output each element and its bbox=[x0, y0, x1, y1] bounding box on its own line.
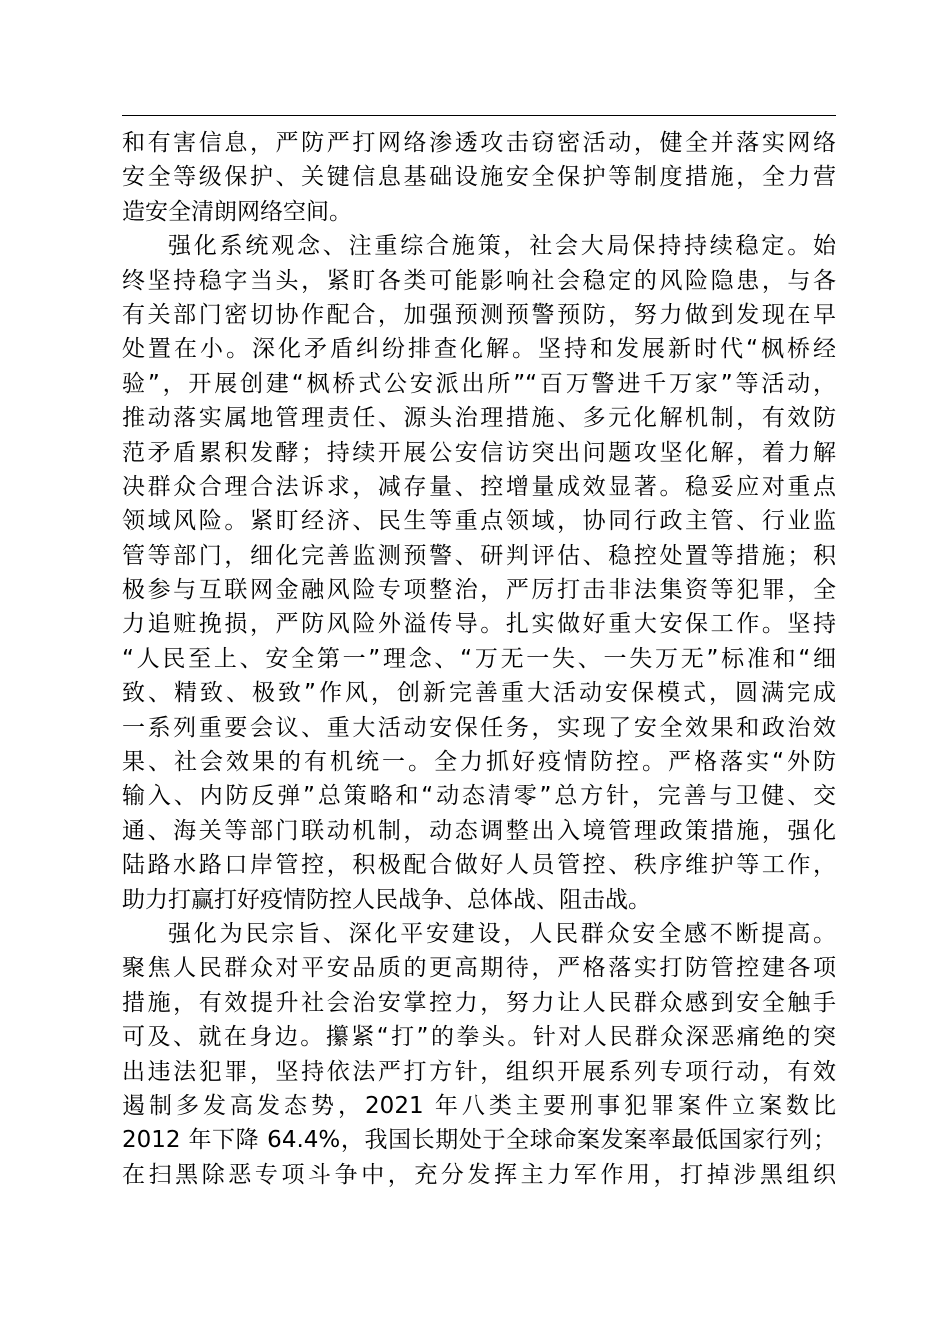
text-line: 陆路水路口岸管控，积极配合做好人员管控、秩序维护等工作， bbox=[122, 852, 836, 879]
text-line: 验”，开展创建“枫桥式公安派出所”“百万警进千万家”等活动， bbox=[122, 370, 836, 397]
text-line: 措施，有效提升社会治安掌控力，努力让人民群众感到安全触手 bbox=[122, 989, 836, 1016]
paragraph-start-line: 强化系统观念、注重综合施策，社会大局保持持续稳定。始 bbox=[168, 233, 836, 260]
text-line: 管等部门，细化完善监测预警、研判评估、稳控处置等措施；积 bbox=[122, 542, 836, 569]
header-rule bbox=[122, 115, 836, 116]
text-line: “人民至上、安全第一”理念、“万无一失、一失万无”标准和“细 bbox=[122, 645, 836, 672]
text-line: 领域风险。紧盯经济、民生等重点领域，协同行政主管、行业监 bbox=[122, 508, 836, 535]
text-line: 遏制多发高发态势，2021 年八类主要刑事犯罪案件立案数比 bbox=[122, 1092, 836, 1119]
text-line: 安全等级保护、关键信息基础设施安全保护等制度措施，全力营 bbox=[122, 164, 836, 191]
text-line: 一系列重要会议、重大活动安保任务，实现了安全效果和政治效 bbox=[122, 714, 836, 741]
text-line: 造安全清朗网络空间。 bbox=[122, 198, 352, 225]
text-line: 输入、内防反弹”总策略和“动态清零”总方针，完善与卫健、交 bbox=[122, 783, 836, 810]
text-line: 致、精致、极致”作风，创新完善重大活动安保模式，圆满完成 bbox=[122, 680, 836, 707]
text-line: 助力打赢打好疫情防控人民战争、总体战、阻击战。 bbox=[122, 886, 651, 913]
text-line: 和有害信息，严防严打网络渗透攻击窃密活动，健全并落实网络 bbox=[122, 130, 836, 156]
paragraph-start-line: 强化为民宗旨、深化平安建设，人民群众安全感不断提高。 bbox=[168, 920, 836, 947]
text-line: 2012 年下降 64.4%，我国长期处于全球命案发案率最低国家行列； bbox=[122, 1127, 836, 1154]
text-line: 果、社会效果的有机统一。全力抓好疫情防控。严格落实“外防 bbox=[122, 749, 836, 776]
text-line: 处置在小。深化矛盾纠纷排查化解。坚持和发展新时代“枫桥经 bbox=[122, 336, 836, 363]
text-line: 聚焦人民群众对平安品质的更高期待，严格落实打防管控建各项 bbox=[122, 955, 836, 982]
text-line: 出违法犯罪，坚持依法严打方针，组织开展系列专项行动，有效 bbox=[122, 1058, 836, 1085]
text-line: 有关部门密切协作配合，加强预测预警预防，努力做到发现在早 bbox=[122, 301, 836, 328]
body-text bbox=[122, 126, 836, 1192]
text-line: 范矛盾累积发酵；持续开展公安信访突出问题攻坚化解，着力解 bbox=[122, 439, 836, 466]
text-line: 可及、就在身边。攥紧“打”的拳头。针对人民群众深恶痛绝的突 bbox=[122, 1024, 836, 1051]
text-line: 终坚持稳字当头，紧盯各类可能影响社会稳定的风险隐患，与各 bbox=[122, 267, 836, 294]
text-line: 极参与互联网金融风险专项整治，严厉打击非法集资等犯罪，全 bbox=[122, 577, 836, 604]
text-line: 决群众合理合法诉求，减存量、控增量成效显著。稳妥应对重点 bbox=[122, 473, 836, 500]
text-line: 在扫黑除恶专项斗争中，充分发挥主力军作用，打掉涉黑组织 bbox=[122, 1161, 836, 1188]
text-line: 通、海关等部门联动机制，动态调整出入境管理政策措施，强化 bbox=[122, 817, 836, 844]
text-line: 力追赃挽损，严防风险外溢传导。扎实做好重大安保工作。坚持 bbox=[122, 611, 836, 638]
text-line: 推动落实属地管理责任、源头治理措施、多元化解机制，有效防 bbox=[122, 405, 836, 432]
